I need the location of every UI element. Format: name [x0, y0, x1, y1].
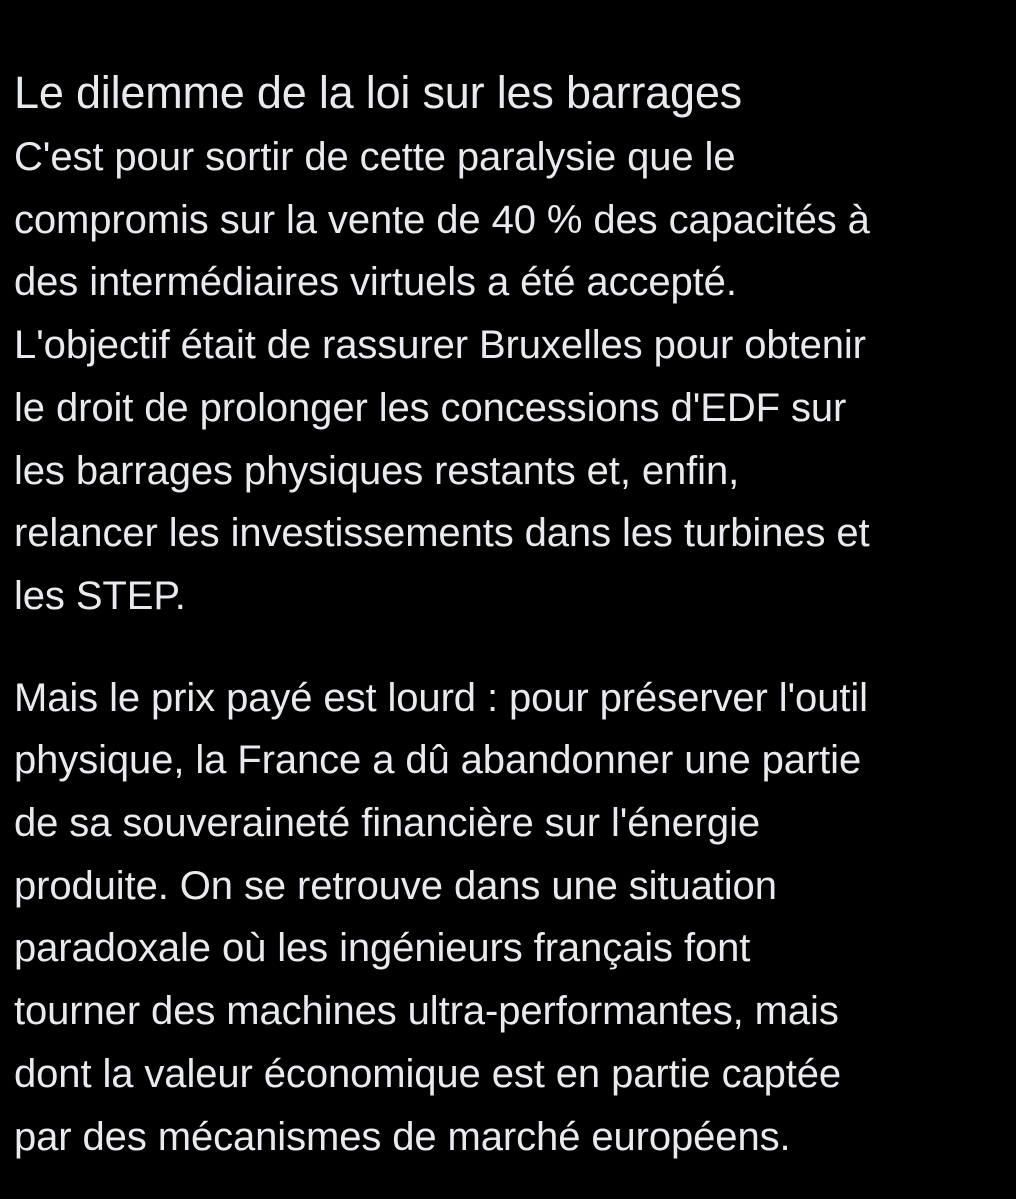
paragraph-line: les barrages physiques restants et, enfin, [14, 448, 740, 493]
paragraph-line: par des mécanismes de marché européens. [14, 1114, 791, 1159]
article-paragraph-2 [14, 667, 1004, 1169]
paragraph-line: des intermédiaires virtuels a été accepté. [14, 260, 737, 305]
paragraph-line: C'est pour sortir de cette paralysie que le [14, 135, 736, 179]
paragraph-line: tourner des machines ultra-performantes, mais [14, 989, 839, 1034]
paragraph-line: produite. On se retrouve dans une situation [14, 863, 777, 908]
paragraph-line: compromis sur la vente de 40 % des capacités à [14, 197, 870, 242]
paragraph-line: physique, la France a dû abandonner une partie [14, 738, 862, 783]
article-content [14, 62, 1004, 1168]
paragraph-line: les STEP. [14, 573, 186, 618]
paragraph-line: L'objectif était de rassurer Bruxelles pour obtenir [14, 323, 866, 368]
article-heading: Le dilemme de la loi sur les barrages [14, 67, 742, 118]
paragraph-line: dont la valeur économique est en partie captée [14, 1051, 842, 1096]
article-paragraph-1 [14, 126, 1004, 628]
paragraph-line: relancer les investissements dans les turbines et [14, 511, 870, 556]
paragraph-line: de sa souveraineté financière sur l'énergie [14, 801, 761, 846]
paragraph-line: Mais le prix payé est lourd : pour préserver l'outil [14, 675, 868, 720]
paragraph-line: paradoxale où les ingénieurs français font [14, 926, 751, 971]
paragraph-line: le droit de prolonger les concessions d'EDF sur [14, 385, 847, 430]
